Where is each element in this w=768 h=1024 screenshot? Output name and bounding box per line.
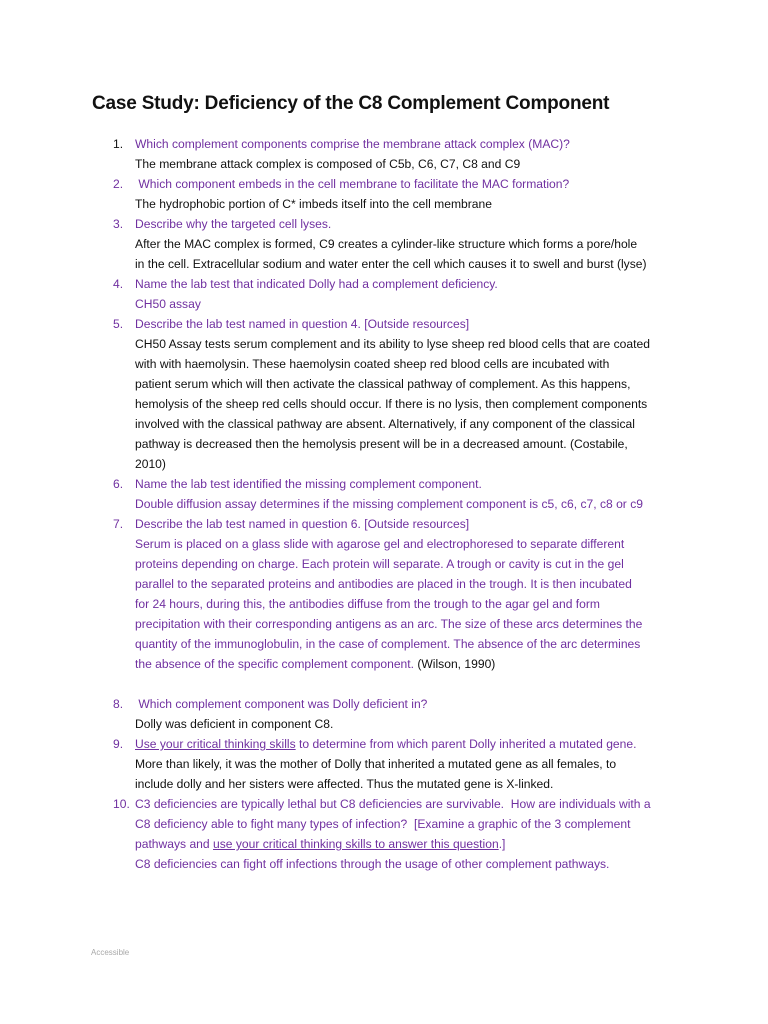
- question-text: to determine from which parent Dolly inherited a mutated gene.: [295, 737, 637, 751]
- question-text: Which complement component was Dolly deficient in?: [135, 697, 428, 711]
- answer-text: The hydrophobic portion of C* imbeds itself into the cell membrane: [135, 197, 492, 211]
- answer-text: include dolly and her sisters were affected. Thus the mutated gene is X-linked.: [135, 777, 554, 791]
- item-number: 3.: [113, 217, 124, 231]
- answer-text: Serum is placed on a glass slide with agarose gel and electrophoresed to separate different: [135, 537, 625, 551]
- item-number: 9.: [113, 737, 124, 751]
- question-text: C8 deficiency able to fight many types of infection? [Examine a graphic of the 3 complement: [135, 817, 631, 831]
- answer-text: After the MAC complex is formed, C9 creates a cylinder-like structure which forms a pore/hole: [135, 237, 638, 251]
- item-number: 8.: [113, 697, 124, 711]
- answer-text: pathway is decreased then the hemolysis present will be in a decreased amount. (Costabile,: [135, 437, 628, 451]
- answer-text: proteins depending on charge. Each protein will separate. A trough or cavity is cut in the gel: [135, 557, 624, 571]
- page-title: Case Study: Deficiency of the C8 Complement Component: [92, 93, 610, 114]
- answer-text: CH50 assay: [135, 297, 201, 311]
- answer-text: the absence of the specific complement component.: [135, 657, 414, 671]
- list-item: [113, 174, 693, 214]
- question-text: Describe the lab test named in question 6. [Outside resources]: [135, 517, 470, 531]
- question-text: .]: [498, 837, 506, 851]
- question-text: Describe why the targeted cell lyses.: [135, 217, 332, 231]
- question-text: Which complement components comprise the membrane attack complex (MAC)?: [135, 137, 570, 151]
- answer-text: in the cell. Extracellular sodium and water enter the cell which causes it to swell and burst (lyse): [135, 257, 647, 271]
- question-text: Name the lab test that indicated Dolly had a complement deficiency.: [135, 277, 498, 291]
- item-number: 6.: [113, 477, 124, 491]
- list-item: [113, 314, 693, 474]
- list-item: [113, 694, 693, 734]
- question-text: Name the lab test identified the missing complement component.: [135, 477, 482, 491]
- answer-text: C8 deficiencies can fight off infections through the usage of other complement pathways.: [135, 857, 610, 871]
- question-text: C3 deficiencies are typically lethal but C8 deficiencies are survivable. How are individuals with a: [135, 797, 651, 811]
- item-number: 10.: [113, 797, 130, 811]
- question-underlined: use your critical thinking skills to answer this question: [213, 837, 499, 851]
- citation: (Wilson, 1990): [414, 657, 496, 671]
- list-item: [113, 734, 693, 794]
- answer-text: quantity of the immunoglobulin, in the case of complement. The absence of the arc determines: [135, 637, 641, 651]
- answer-text: CH50 Assay tests serum complement and its ability to lyse sheep red blood cells that are coated: [135, 337, 650, 351]
- question-line: [135, 834, 693, 854]
- item-number: 7.: [113, 517, 124, 531]
- answer-text: 2010): [135, 457, 166, 471]
- answer-text: Double diffusion assay determines if the missing complement component is c5, c6, c7, c8 or c9: [135, 497, 643, 511]
- blank-line: [113, 674, 693, 694]
- answer-text: hemolysis of the sheep red cells should occur. If there is no lysis, then complement components: [135, 397, 648, 411]
- answer-text: The membrane attack complex is composed of C5b, C6, C7, C8 and C9: [135, 157, 521, 171]
- item-number: 1.: [113, 137, 124, 151]
- answer-text: with with haemolysin. These haemolysin coated sheep red blood cells are incubated with: [135, 357, 610, 371]
- answer-text: Dolly was deficient in component C8.: [135, 717, 334, 731]
- question-list: [113, 134, 693, 874]
- list-item: [113, 134, 693, 174]
- answer-text: involved with the classical pathway are absent. Alternatively, if any component of the classical: [135, 417, 635, 431]
- question-text: pathways and: [135, 837, 213, 851]
- list-item: [113, 794, 693, 874]
- list-item: [113, 474, 693, 514]
- question-underlined: Use your critical thinking skills: [135, 737, 296, 751]
- list-item: [113, 274, 693, 314]
- item-number: 5.: [113, 317, 124, 331]
- question-line: [135, 734, 693, 754]
- item-number: 4.: [113, 277, 124, 291]
- answer-last-line: [135, 654, 693, 674]
- list-item: [113, 214, 693, 274]
- answer-text: parallel to the separated proteins and antibodies are placed in the trough. It is then incubated: [135, 577, 632, 591]
- footer-label: Accessible: [91, 948, 130, 957]
- answer-text: precipitation with their corresponding antigens as an arc. The size of these arcs determines the: [135, 617, 643, 631]
- answer-text: for 24 hours, during this, the antibodies diffuse from the trough to the agar gel and form: [135, 597, 600, 611]
- item-number: 2.: [113, 177, 124, 191]
- question-text: Describe the lab test named in question 4. [Outside resources]: [135, 317, 470, 331]
- question-text: Which component embeds in the cell membrane to facilitate the MAC formation?: [135, 177, 570, 191]
- list-item: [113, 514, 693, 674]
- answer-text: More than likely, it was the mother of Dolly that inherited a mutated gene as all females, to: [135, 757, 617, 771]
- answer-text: patient serum which will then activate the classical pathway of complement. As this happens,: [135, 377, 631, 391]
